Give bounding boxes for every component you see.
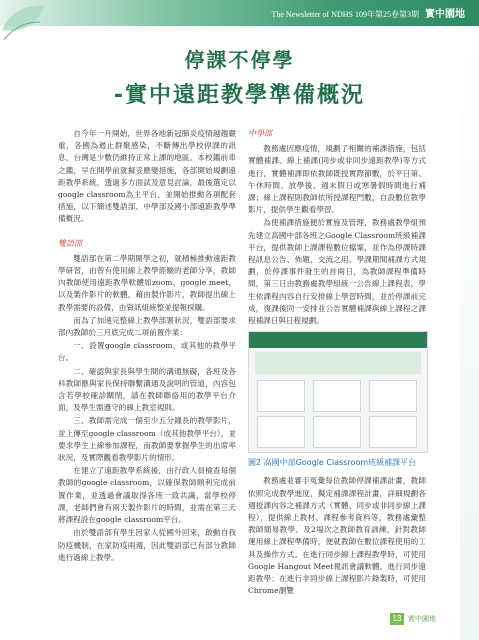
screenshot-card <box>257 416 305 448</box>
section-label-bilingual: 雙語部 <box>58 238 82 248</box>
article-subtitle: -實中遠距教學準備概況 <box>113 83 366 108</box>
paragraph: 在建立了遠距教學系統後，由行政人員檢查每個教師的google classroom，以確保教師順利完成前置作業，並透過會議取得各班一致共識，當學校停課，老師們會有兩天製作影片的時間，並需在第三天將課程設在google classroom平台。 <box>58 466 236 525</box>
right-edge-decoration <box>460 30 479 640</box>
newsletter-issue: The Newsletter of NDHS 109年第25卷第3期 <box>271 10 419 19</box>
screenshot-card <box>369 380 417 412</box>
paragraph: 由於雙語部有學生因家人從國外回來，啟動自我防疫機制，在家防疫兩週，因此雙語部已有部分教師進行過線上教學。 <box>58 528 236 562</box>
paragraph: 而為了加速完整線上教學部署狀況，雙語部要求部內教師於三月底完成二項前置作業： <box>58 315 236 338</box>
list-item: 三、教師需完成一個至少五分鐘長的教學影片，並上傳至google classroom（或其他教學平台），並要求學生上線參加課程，而教師要掌握學生的出席率狀況，及實際觀看教學影片的情形。 <box>58 416 236 463</box>
header-section-title: 實中園地 <box>425 9 465 20</box>
footer-label: 實中園地 <box>408 615 436 623</box>
figure-caption: 圖2 高國中部Google Classroom班級補課平台 <box>248 458 417 468</box>
classroom-screenshot-image <box>248 331 428 453</box>
left-column <box>58 128 236 565</box>
header-text <box>271 5 465 20</box>
screenshot-banner <box>255 352 421 374</box>
screenshot-card <box>313 416 361 448</box>
paragraph: 為使補課措施便於實施及管理，教務處教學組預先建立高國中部各班之Google Classroom班級補課平台，提供教師上課課程數位檔案，並作為停課時課程訊息公告、佈題、交流之用。學課期間補課方式規劃，於停課事件發生的首兩日，為教師課程準備時間，第三日由教務處教學組統一公告線上課程表，學生依課程內容自行安排線上學習時間，並於停課前完成，復課後同一安排並公告實體補課與線上課程之課程補課日與日程規劃。 <box>248 218 426 326</box>
list-item: 二、確認與家長與學生間的溝通無礙，各班及各科教師應與家長保持聯繫溝通及說明的管道，內容包含若學校確診關閉，請在教師聯絡用的教學平台介面，及學生需遵守的線上教室規則。 <box>58 366 236 413</box>
screenshot-topbar <box>249 332 427 348</box>
paragraph: 教務處並審手冤彙每位教師停課補課計畫，教師依照完成教學進度，擬定補課課程計畫，詳細規劃各週授課內容之補課方式（實體、同步或非同步線上課程），提供線上教材、課程參考資料等，教務處彙整教師簡易教學、及2場次之教師教育訓練，針對教師運用線上課程準備時，便就教師在數位課程使用的工具及操作方式。在進行同步線上課程教學時，可使用Google Hangout Meet視訊會議軟體，進行同步遠距教學；在進行非同步線上課程影片錄製時，可使用Chrome瀏覽 <box>248 476 426 596</box>
article-title: 停課不停學 <box>184 48 295 72</box>
paragraph: 雙語部在第二學期開學之初，就積極推動遠距教學研習，由曾有使用線上教學經驗的老師分享，教師內教師使用遠距教學軟體如zoom、google meet，以及製作影片的軟體，藉由製作影片，教師提出線上教學需要的設備，由資訊組統整並提報採購。 <box>58 253 236 312</box>
right-column <box>248 128 426 598</box>
page-footer <box>390 612 436 626</box>
list-item: 一、設置google classroom，或其他的教學平台。 <box>58 341 236 363</box>
section-label-secondary: 中學部 <box>248 129 272 138</box>
screenshot-card <box>257 380 305 412</box>
paragraph: 教務處因應疫情，規劃了相關的補課措施，包括實體補課、線上補課(同步或非同步遠距教學)等方式進行，實體補課即依教師既授實際節數，於平日第、午休時間、放學後、週末假日或寒暑假時間進行補課；線上課程則教師依所授課程門數，自設數位教學影片，提供學生觀看學習。 <box>248 144 426 215</box>
page-header-band <box>0 0 479 26</box>
intro-paragraph: 自今年一月開始，世界各地新冠肺炎疫情越趨嚴重，各國為遏止群聚感染，不斷傳出學校停課的訊息，台灣是少數仍維持正常上課的地區。本校鑑前車之鑑，早在開學前就擬妥應變措施，各部開始規劃遠距教學系統，透過多方面試及意見討論，最後選定以google classroom為主平台，並開始推動各項配套措施，以下簡述雙語部、中學部及國小部遠距教學準備概況。 <box>58 129 236 224</box>
screenshot-card <box>313 380 361 412</box>
page-number: 13 <box>390 613 404 625</box>
screenshot-card <box>369 416 417 448</box>
